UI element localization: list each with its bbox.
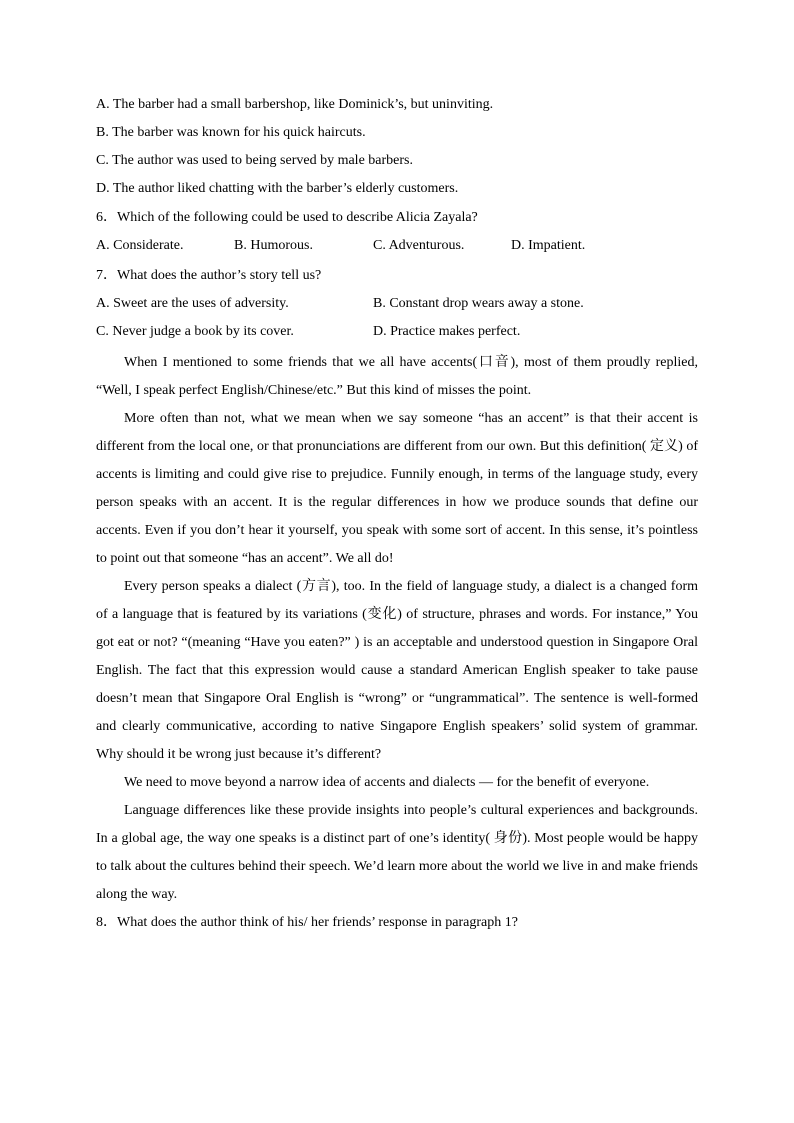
option-d: D. Practice makes perfect.	[373, 324, 521, 339]
passage-paragraph-5: Language differences like these provide insights into people’s cultural experiences and backgrounds. In a global age, the way one speaks is a distinct part of one’s identity( 身份). Most people would be happy to talk about the cultures behind their speech. We’d learn more about the world we live in and make friends along the way.	[96, 803, 698, 902]
question-7-options-row-1	[96, 290, 698, 318]
question-7	[96, 262, 698, 346]
question-8-stem: 8．What does the author think of his/ her friends’ response in paragraph 1?	[96, 915, 518, 930]
option-a: A. Sweet are the uses of adversity.	[96, 296, 289, 311]
passage-paragraph-1: When I mentioned to some friends that we all have accents(口音), most of them proudly replied, “Well, I speak perfect English/Chinese/etc.” But this kind of misses the point.	[96, 355, 698, 398]
passage-paragraph-4: We need to move beyond a narrow idea of accents and dialects — for the benefit of everyone.	[124, 775, 650, 790]
passage-paragraph-2: More often than not, what we mean when we say someone “has an accent” is that their accent is different from the local one, or that pronunciations are different from our own. But this definition( 定义) of accents is limiting and could give rise to prejudice. Funnily enough, in terms of the language study, every person speaks with an accent. It is the regular differences in how we produce sounds that define our accents. Even if you don’t hear it yourself, you speak with some sort of accent. In this sense, it’s pointless to point out that someone “has an accent”. We all do!	[96, 411, 698, 566]
question-6-options	[96, 232, 698, 260]
question-5-options	[96, 91, 698, 203]
question-7-stem: 7．What does the author’s story tell us?	[96, 268, 322, 283]
option-d: D. The author liked chatting with the barber’s elderly customers.	[96, 181, 459, 196]
reading-passage	[96, 349, 698, 937]
passage-paragraph-3: Every person speaks a dialect (方言), too. In the field of language study, a dialect is a changed form of a language that is featured by its variations (变化) of structure, phrases and words. For instance,” You got eat or not? “(meaning “Have you eaten?” ) is an acceptable and understood question in Singapore Oral English. The fact that this expression would cause a standard American English speaker to take pause doesn’t mean that Singapore Oral English is “wrong” or “ungrammatical”. The sentence is well-formed and clearly communicative, according to native Singapore English speakers’ solid system of grammar. Why should it be wrong just because it’s different?	[96, 579, 698, 762]
option-c: C. Adventurous.	[373, 238, 465, 253]
option-a: A. Considerate.	[96, 238, 184, 253]
option-c: C. Never judge a book by its cover.	[96, 324, 294, 339]
option-a: A. The barber had a small barbershop, like Dominick’s, but uninviting.	[96, 97, 494, 112]
option-b: B. Constant drop wears away a stone.	[373, 296, 584, 311]
option-b: B. The barber was known for his quick haircuts.	[96, 125, 366, 140]
option-b: B. Humorous.	[234, 238, 313, 253]
question-6-stem: 6．Which of the following could be used to describe Alicia Zayala?	[96, 210, 478, 225]
option-c: C. The author was used to being served by male barbers.	[96, 153, 413, 168]
question-6	[96, 204, 698, 260]
question-7-options-row-2	[96, 318, 698, 346]
option-d: D. Impatient.	[511, 238, 586, 253]
